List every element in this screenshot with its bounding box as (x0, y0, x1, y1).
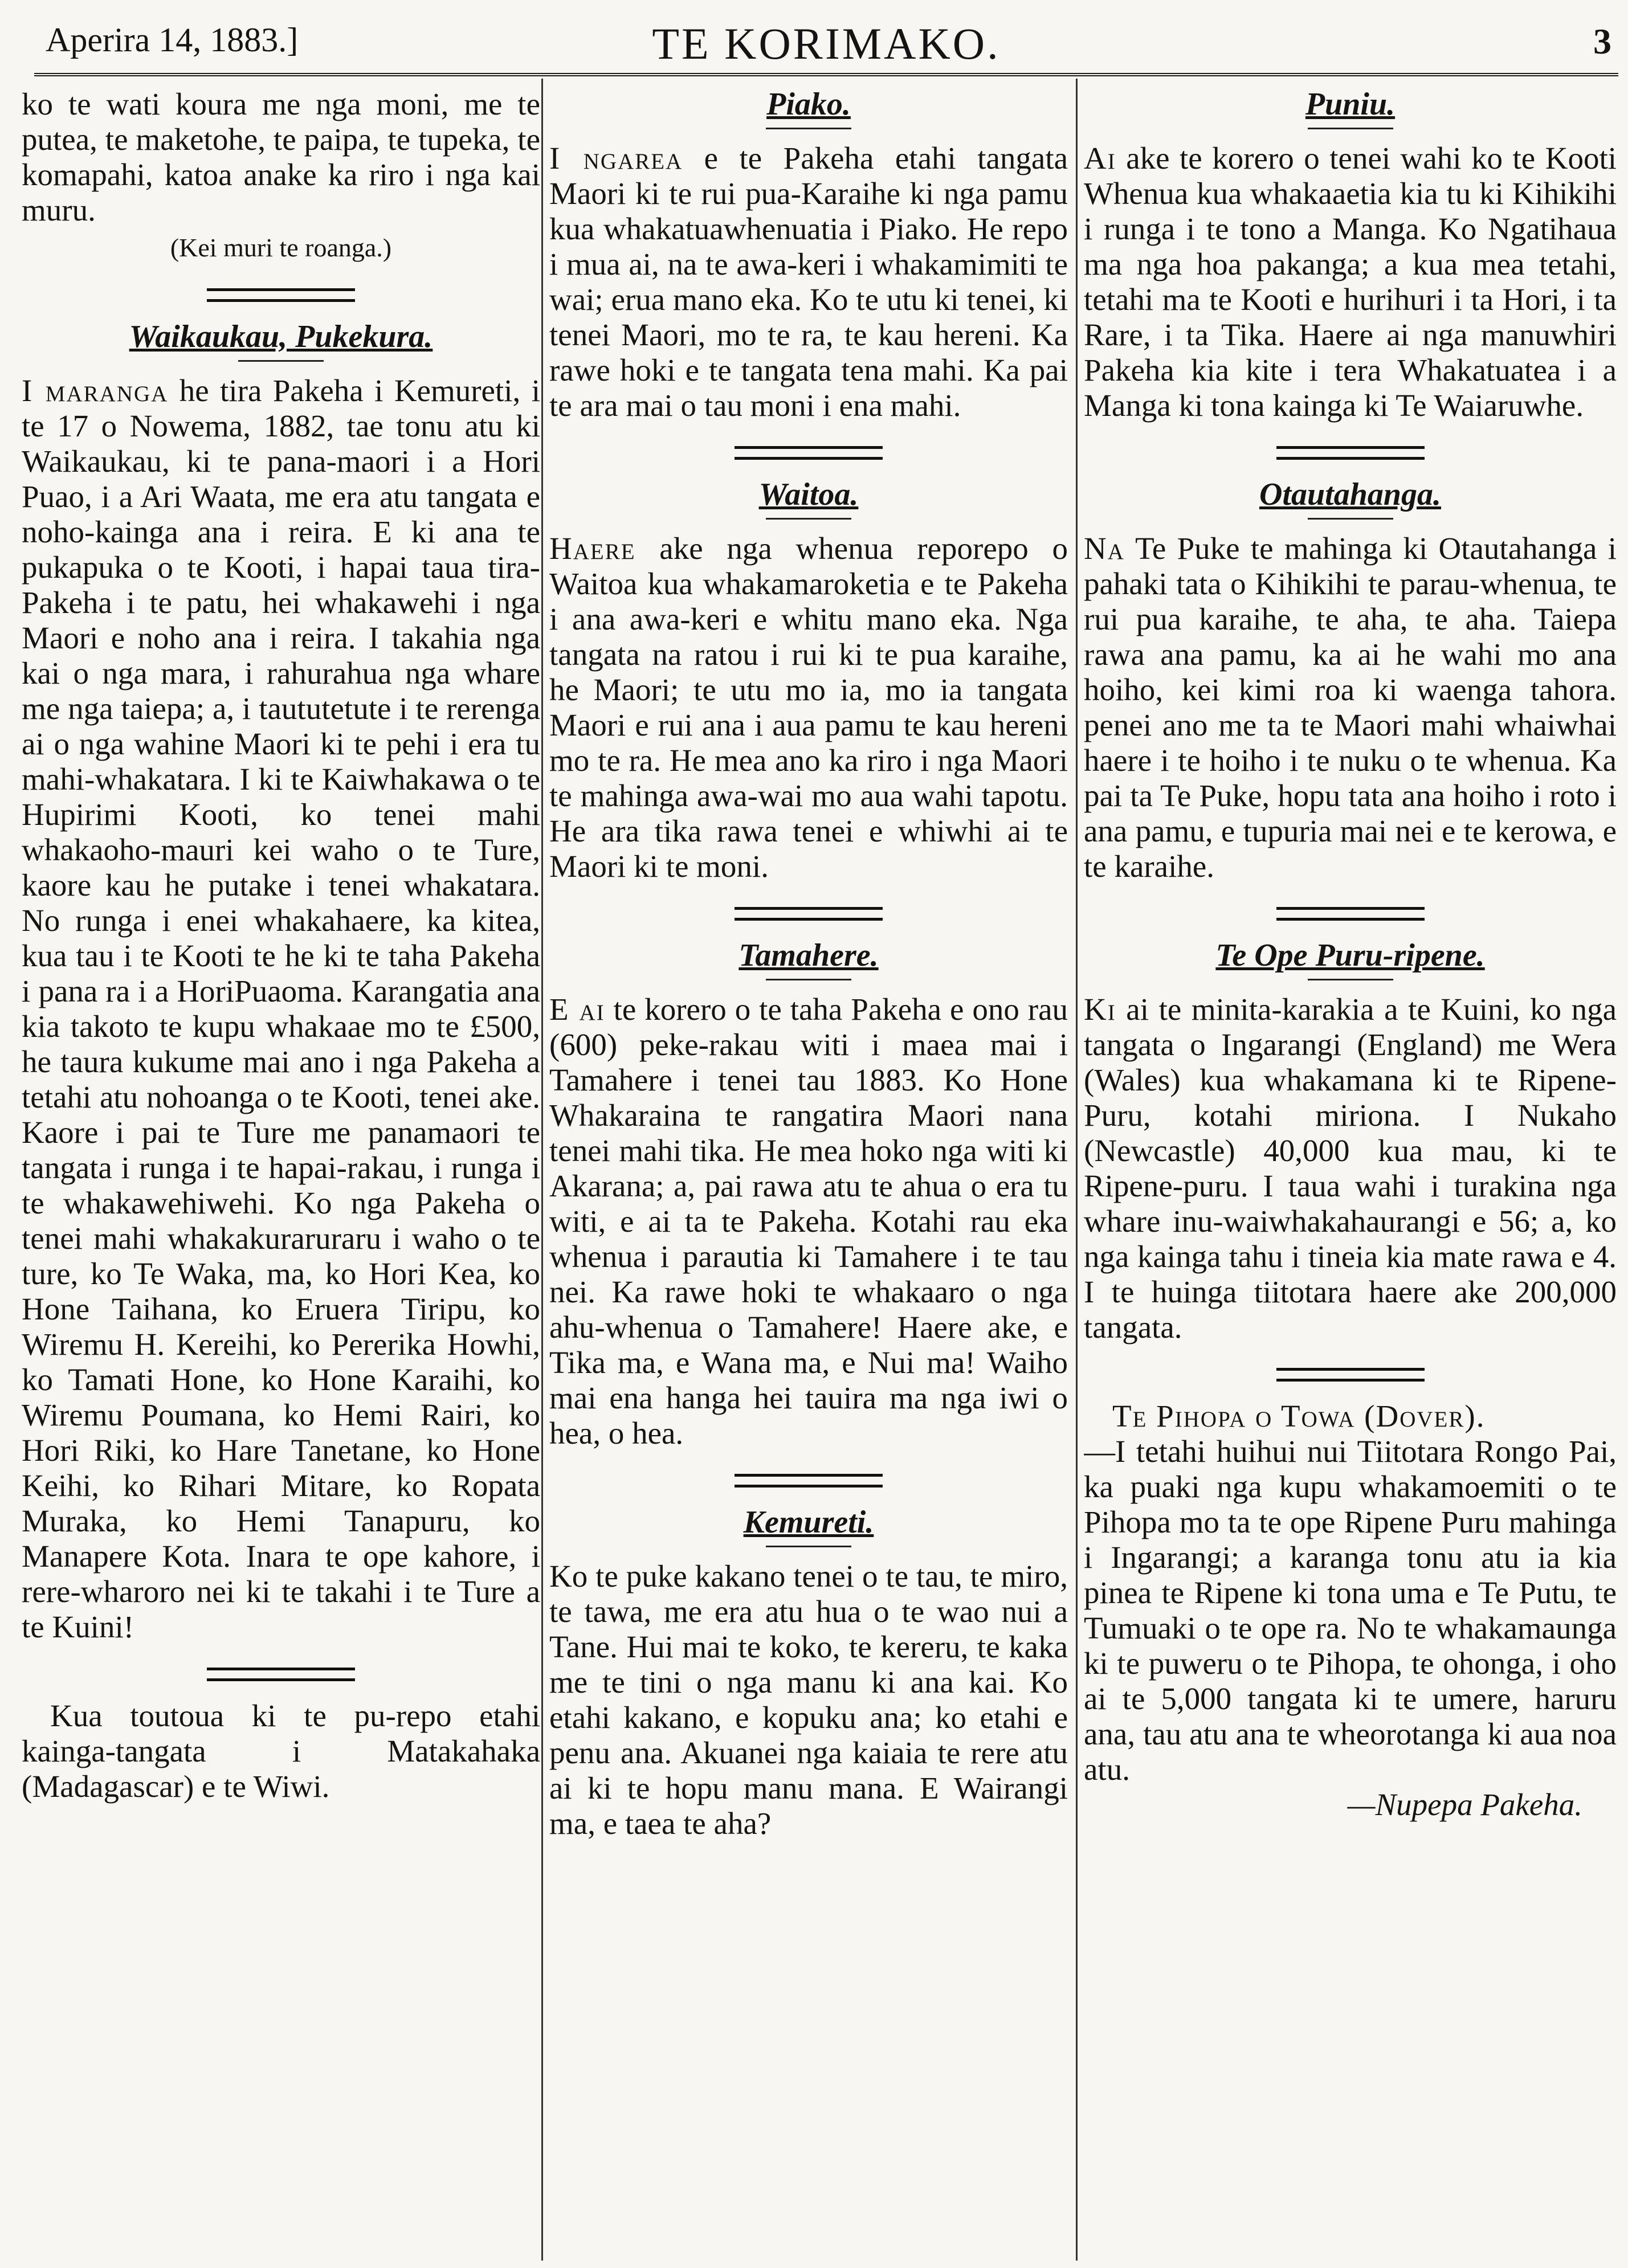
heading-rule (1308, 128, 1393, 129)
article-heading-waitoa: Waitoa. (758, 477, 859, 512)
source-credit: —Nupepa Pakeha. (1347, 1787, 1582, 1822)
article-heading-ope: Te Ope Puru-ripene. (1215, 938, 1485, 973)
masthead (34, 16, 1618, 76)
article-body-pihopa-text: —I tetahi huihui nui Tiitotara Rongo Pai, ka puaki nga kupu whakamoemiti o te Pihopa mo ta te ope Ripene Puru mahinga i Ingarangi; a karanga tonu atu ia kia pinea te Ripene ki tona uma e Te Putu, te Tumuaki o te ope ra. No te whakamaunga ki te puweru o te Pihopa, te ohonga, i oho ai te 5,000 tangata ki te umere, haruru ana, tau atu ana te wheorotanga ki aua noa atu. (1084, 1434, 1617, 1787)
article-heading-waikaukau: Waikaukau, Pukekura. (129, 319, 433, 354)
body-text: te korero o te taha Pakeha e ono rau (600) peke-rakau witi i maea mai i Tamahere i tenei tau 1883. Ko Hone Whakaraina te rangatira Maori nana tenei mahi tika. He mea hoko nga witi ki Akarana; a, pai rawa atu te ahua o era tu witi, e ai ta te Pakeha. Kotahi rau eka whenua i parautia ki Tamahere i te tau nei. Ka rawe hoki te whakaaro o nga ahu-whenua o Tamahere! Haere ake, e Tika ma, e Wana ma, e Nui ma! Waiho mai ena hanga hei tauira ma nga iwi o hea, o hea. (549, 992, 1068, 1450)
article-body-ope (1084, 992, 1617, 1345)
heading-rule (766, 518, 851, 520)
article-body-tamahere (549, 992, 1068, 1451)
continued-paragraph: ko te wati koura me nga moni, me te putea, te maketohe, te paipa, te tupeka, te komapahi, katoa anake ka riro i nga kai muru. (22, 87, 540, 227)
article-heading-puniu: Puniu. (1305, 87, 1396, 122)
column-3 (1084, 87, 1617, 2251)
body-text: ake nga whenua reporepo o Waitoa kua whakamaroketia e te Pakeha i ana awa-keri e whitu mano eka. Nga tangata na ratou i rui ki te pua karaihe, he Maori; te utu mo ia, mo ia tangata Maori e rui ana i aua pamu te kau hereni mo te ra. He mea ano ka riro i nga Maori te mahinga awa-wai mo aua wahi tapotu. He ara tika rawa tenei e whiwhi ai te Maori ki te moni. (549, 531, 1068, 884)
article-body-piako (549, 141, 1068, 423)
body-text: Te Puke te mahinga ki Otautahanga i pahaki tata o Kihikihi te parau-whenua, te rui pua karaihe, te aha, te aha. Taiepa rawa ana pamu, ka ai he wahi mo ana hoiho, kei kimi roa ki waenga tahora. penei ano me ta te Maori mahi whaiwhai haere i te hoiho i te nuku o te whenua. Ka pai ta Te Puke, hopu tata ana hoiho i roto i ana pamu, e tupuria mai nei e te kerowa, e te karaihe. (1084, 531, 1617, 884)
section-divider (735, 446, 883, 460)
article-body-waitoa (549, 531, 1068, 884)
lead-words: Haere (549, 531, 636, 566)
lead-words: Ai (1084, 141, 1116, 175)
article-body-puniu (1084, 141, 1617, 423)
section-divider (1276, 1368, 1425, 1382)
column-1 (22, 87, 540, 2251)
body-text: he tira Pakeha i Kemureti, i te 17 o Nowema, 1882, tae tonu atu ki Waikaukau, ki te pana-maori i a Hori Puao, i a Ari Waata, me era atu tangata e noho-kainga ana i reira. E ki ana te pukapuka o te Kooti, i hapai taua tira-Pakeha i te patu, hei whakawehi i nga Maori e noho ana i reira. I takahia nga kai o nga mara, i rahurahua nga whare me nga taiepa; a, i taututetute i te rerenga ai o nga wahine Maori ki te pehi i era tu mahi-whakatara. I ki te Kaiwhakawa o te Hupirimi Kooti, ko tenei mahi whakaoho-mauri kei waho o te Ture, kaore kau he putake i tenei whakatara. No runga i enei whakahaere, ka kitea, kua tau i te Kooti te he ki te taha Pakeha i pana ra i a HoriPuaoma. Karangatia ana kia takoto te kupu whakaae mo te £500, he taura kukume mai ano i nga Pakeha a tetahi atu nohoanga o te Kooti, tenei ake. Kaore i pai te Ture me panamaori te tangata i runga i te hapai-rakau, i runga i te whakawehiwehi. Ko nga Pakeha o tenei mahi whakakuraruraru i waho o te ture, ko Te Waka, ma, ko Hori Kea, ko Hone Taihana, ko Eruera Tiripu, ko Wiremu H. Kereihi, ko Pererika Howhi, ko Tamati Hone, ko Hone Karaihi, ko Wiremu Poumana, ko Hemi Rairi, ko Hori Riki, ko Hare Tanetane, ko Hone Keihi, ko Rihari Mitare, ko Ropata Muraka, ko Hemi Tanapuru, ko Manapere Kota. Inara te ope kahore, i rere-wharoro nei ki te takahi i te Ture a te Kuini! (22, 373, 540, 1644)
article-heading-piako: Piako. (766, 87, 851, 122)
article-body-matakahaka: Kua toutoua ki te pu-repo etahi kainga-tangata i Matakahaka (Madagascar) e te Wiwi. (22, 1698, 540, 1804)
body-text: e te Pakeha etahi tangata Maori ki te rui pua-Karaihe ki nga pamu kua whakatuawhenuatia i Piako. He repo i mua ai, na te awa-keri i whakamimiti te wai; erua mano eka. Ko te utu ki tenei, ki tenei Maori, mo te ra, te kau hereni. Ka rawe hoki e te tangata tena mahi. Ka pai te ara mai o tau moni i ena mahi. (549, 141, 1068, 423)
article-heading-kemureti: Kemureti. (743, 1505, 874, 1540)
article-heading-otautahanga: Otautahanga. (1259, 477, 1441, 512)
issue-date: Aperira 14, 1883.] (46, 21, 299, 59)
article-body-pihopa (1084, 1399, 1617, 1434)
newspaper-title: TE KORIMAKO. (652, 19, 1001, 68)
heading-rule (766, 979, 851, 980)
heading-rule (1308, 518, 1393, 520)
article-heading-tamahere: Tamahere. (738, 938, 879, 973)
lead-words: E ai (549, 992, 605, 1027)
page-number: 3 (1593, 21, 1611, 62)
lead-words: Te Pihopa o Towa (Dover). (1112, 1399, 1486, 1433)
section-divider (735, 1474, 883, 1488)
lead-words: Ki (1084, 992, 1116, 1027)
heading-rule (238, 360, 324, 362)
column-divider (541, 79, 543, 2261)
body-text: ai te minita-karakia a te Kuini, ko nga tangata o Ingarangi (England) me Wera (Wales) kua whakamana ki te Ripene-Puru, kotahi miriona. I Nukaho (Newcastle) 40,000 kua mau, ki te Ripene-puru. I taua wahi i turakina nga whare inu-waiwhakahaurangi e 56; a, ko nga kainga tahu i tineia kia mate rawa e 4. I te huinga tiitotara haere ake 200,000 tangata. (1084, 992, 1617, 1345)
section-divider (1276, 907, 1425, 921)
lead-words: I ngarea (549, 141, 683, 175)
body-text: ake te korero o tenei wahi ko te Kooti Whenua kua whakaaetia kia tu ki Kihikihi i runga i te tono a Manga. Ko Ngatihaua ma nga hoa pakanga; a kua mea tetahi, tetahi ma te Kooti e hurihuri i ta Hori, i ta Rare, i ta Tika. Haere ai nga manuwhiri Pakeha kia kite i tera Whakatuatea i a Manga ki tona kainga ki Te Waiaruwhe. (1084, 141, 1617, 423)
heading-rule (1308, 979, 1393, 980)
section-divider (1276, 446, 1425, 460)
article-body-otautahanga (1084, 531, 1617, 884)
article-body-kemureti: Ko te puke kakano tenei o te tau, te miro, te tawa, me era atu hua o te wao nui a Tane. Hui mai te koko, te kereru, te kaka me te tini o nga manu ki ana kai. Ko etahi kakano, e kopuku ana; ko etahi e penu ana. Akuanei nga kaiaia te rere atu ai ki te hopu manu mana. E Wairangi ma, e taea te aha? (549, 1559, 1068, 1841)
continued-note: (Kei muri te roanga.) (170, 233, 392, 262)
section-divider (207, 288, 355, 302)
heading-rule (766, 128, 851, 129)
lead-words: Na (1084, 531, 1125, 566)
section-divider (207, 1668, 355, 1681)
column-divider (1076, 79, 1078, 2261)
section-divider (735, 907, 883, 921)
lead-words: I maranga (22, 373, 169, 408)
heading-rule (766, 1546, 851, 1547)
article-body-waikaukau (22, 373, 540, 1645)
column-2 (549, 87, 1068, 2251)
